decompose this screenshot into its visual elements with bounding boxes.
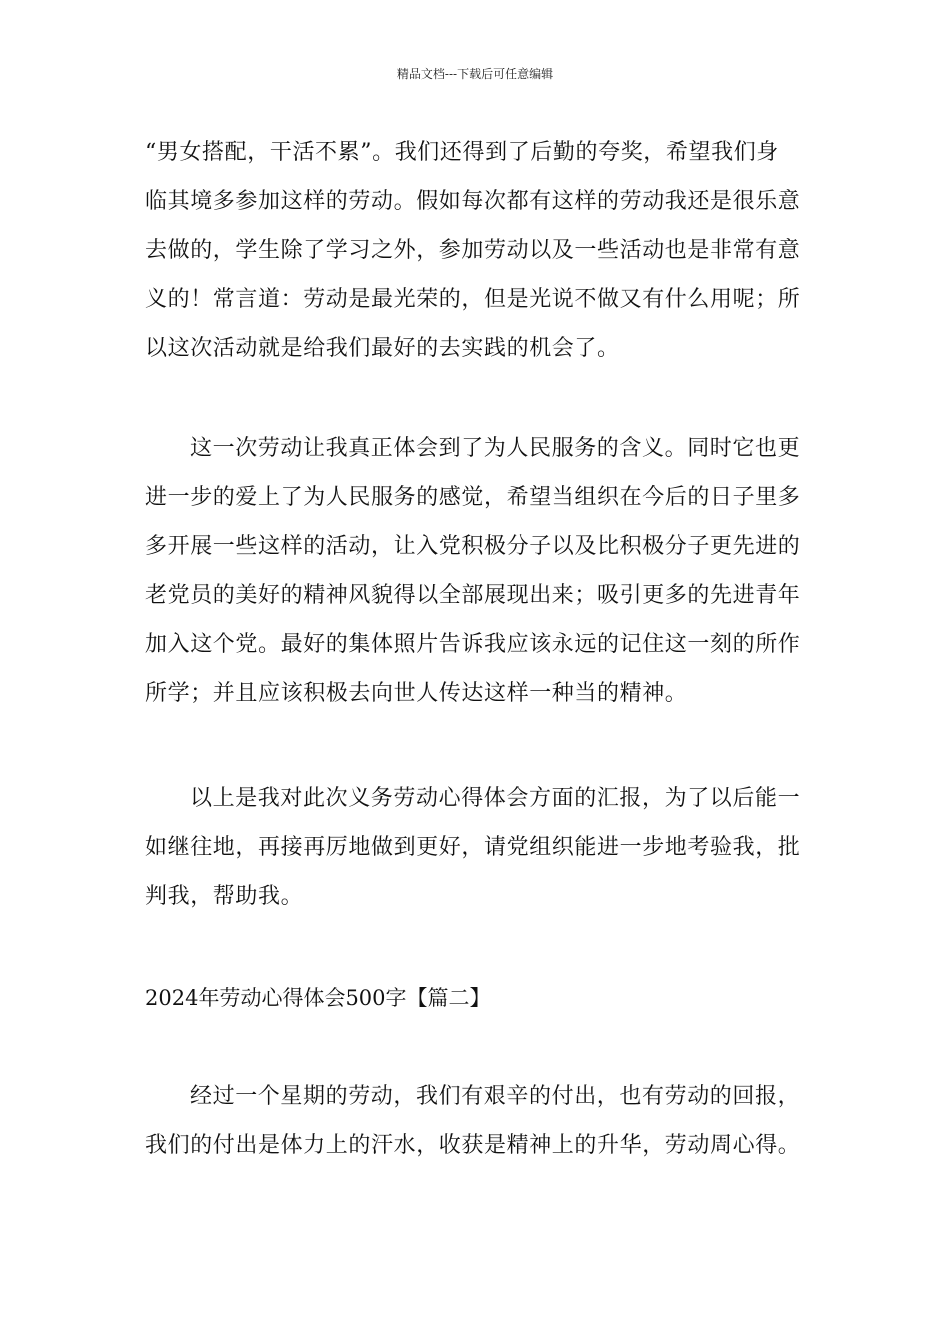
paragraph-line: 加入这个党。最好的集体照片告诉我应该永远的记住这一刻的所作 (145, 632, 801, 657)
paragraph-line: 去做的，学生除了学习之外，参加劳动以及一些活动也是非常有意 (145, 238, 801, 263)
paragraph-line: 临其境多参加这样的劳动。假如每次都有这样的劳动我还是很乐意 (145, 189, 801, 214)
paragraph-line: 以这次活动就是给我们最好的去实践的机会了。 (145, 336, 620, 361)
paragraph-2 (145, 424, 810, 718)
paragraph-line: “男女搭配，干活不累”。我们还得到了后勤的夸奖，希望我们身 (145, 140, 779, 165)
paragraph-line: 以上是我对此次义务劳动心得体会方面的汇报，为了以后能一 (190, 786, 801, 811)
paragraph-line: 我们的付出是体力上的汗水，收获是精神上的升华，劳动周心得。 (145, 1133, 801, 1158)
paragraph-line: 进一步的爱上了为人民服务的感觉，希望当组织在今后的日子里多 (145, 485, 801, 510)
page-header: 精品文档---下载后可任意编辑 (396, 67, 554, 81)
paragraph-line: 判我，帮助我。 (145, 884, 304, 909)
paragraph-1 (145, 128, 810, 373)
paragraph-line: 所学；并且应该积极去向世人传达这样一种当的精神。 (145, 681, 688, 706)
paragraph-line: 经过一个星期的劳动，我们有艰辛的付出，也有劳动的回报， (190, 1084, 801, 1109)
paragraph-line: 这一次劳动让我真正体会到了为人民服务的含义。同时它也更 (190, 436, 801, 461)
paragraph-3 (145, 774, 810, 921)
paragraph-line: 义的！常言道：劳动是最光荣的，但是光说不做又有什么用呢；所 (145, 287, 801, 312)
paragraph-line: 老党员的美好的精神风貌得以全部展现出来；吸引更多的先进青年 (145, 583, 801, 608)
section-heading: 2024年劳动心得体会500字【篇二】 (145, 986, 491, 1010)
paragraph-line: 多开展一些这样的活动，让入党积极分子以及比积极分子更先进的 (145, 534, 801, 559)
paragraph-line: 如继往地，再接再厉地做到更好，请党组织能进一步地考验我，批 (145, 835, 801, 860)
paragraph-4 (145, 1072, 810, 1170)
